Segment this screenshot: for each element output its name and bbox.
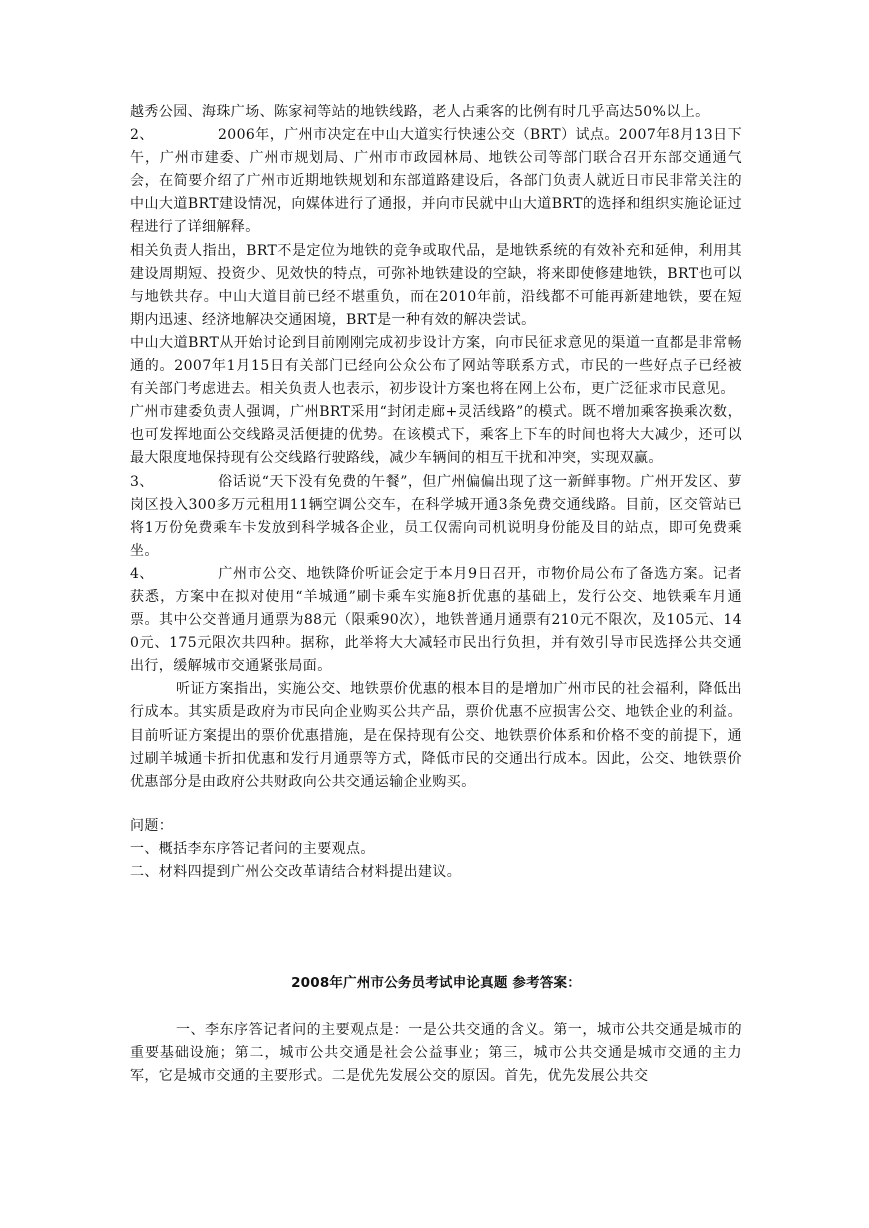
item-number: 4、 bbox=[130, 565, 154, 582]
material-paragraph-continuation: 越秀公园、海珠广场、陈家祠等站的地铁线路，老人占乘客的比例有时几乎高达50%以上。 bbox=[130, 104, 710, 120]
item-text: 俗话说“天下没有免费的午餐”，但广州偏偏出现了这一新鲜事物。广州开发区、萝岗区投入300多万元租用11辆空调公交车，在科学城开通3条免费交通线路。目前，区交管站已将1万份免费乘车卡发放到科学城各企业，员工仅需向司机说明身份能及目的站点，即可免费乘坐。 bbox=[130, 473, 742, 559]
question-2: 二、材料四提到广州公交改革请结合材料提出建议。 bbox=[130, 864, 462, 880]
item-number: 3、 bbox=[130, 473, 154, 490]
questions-heading: 问题： bbox=[130, 817, 174, 834]
material-paragraph: 中山大道BRT从开始讨论到目前刚刚完成初步设计方案，向市民征求意见的渠道一直都是非常畅通的。2007年1月15日有关部门已经向公众公布了网站等联系方式，市民的一些好点子已经被有关部门考虑进去。相关负责人也表示，初步设计方案也将在网上公布，更广泛征求市民意见。 bbox=[130, 334, 742, 398]
spacer bbox=[130, 995, 742, 1019]
material-paragraph: 相关负责人指出，BRT不是定位为地铁的竞争或取代品，是地铁系统的有效补充和延伸，利用其建设周期短、投资少、见效快的特点，可弥补地铁建设的空缺，将来即使修建地铁，BRT也可以与地铁共存。中山大道目前已经不堪重负，而在2010年前，沿线都不可能再新建地铁，要在短期内迅速、经济地解决交通困境，BRT是一种有效的解决尝试。 bbox=[130, 242, 742, 328]
material-item-2 bbox=[130, 124, 742, 239]
material-item-4 bbox=[130, 563, 742, 678]
item-text: 2006年，广州市决定在中山大道实行快速公交（BRT）试点。2007年8月13日下午，广州市建委、广州市规划局、广州市市政园林局、地铁公司等部门联合召开东部交通通气会，在简要介绍了广州市近期地铁规划和东部道路建设后，各部门负责人就近日市民非常关注的中山大道BRT建设情况，向媒体进行了通报，并向市民就中山大道BRT的选择和组织实施论证过程进行了详细解释。 bbox=[130, 127, 742, 236]
document-body bbox=[130, 101, 742, 1088]
item-number: 2、 bbox=[130, 127, 154, 144]
material-item-3 bbox=[130, 471, 742, 563]
material-paragraph: 广州市建委负责人强调，广州BRT采用“封闭走廊+灵活线路”的模式。既不增加乘客换乘次数，也可发挥地面公交线路灵活便捷的优势。在该模式下，乘客上下车的时间也将大大减少，还可以最大限度地保持现有公交线路行驶路线，减少车辆间的相互干扰和冲突，实现双赢。 bbox=[130, 404, 742, 467]
item-text: 广州市公交、地铁降价听证会定于本月9日召开，市物价局公布了备选方案。记者获悉，方案中在拟对使用“羊城通”刷卡乘车实施8折优惠的基础上，发行公交、地铁乘车月通票。其中公交普通月通票为88元（限乘90次），地铁普通月通票有210元不限次，及105元、140元、175元限次共四种。据称，此举将大大减轻市民出行负担，并有效引导市民选择公共交通出行，缓解城市交通紧张局面。 bbox=[130, 565, 742, 675]
question-1: 一、概括李东序答记者问的主要观点。 bbox=[130, 840, 375, 857]
spacer bbox=[130, 884, 742, 972]
material-paragraph: 听证方案指出，实施公交、地铁票价优惠的根本目的是增加广州市民的社会福利，降低出行成本。其实质是政府为市民向企业购买公共产品，票价优惠不应损害公交、地铁企业的利益。目前听证方案提出的票价优惠措施，是在保持现有公交、地铁票价体系和价格不变的前提下，通过刷羊城通卡折扣优惠和发行月通票等方式，降低市民的交通出行成本。因此，公交、地铁票价优惠部分是由政府公共财政向公共交通运输企业购买。 bbox=[130, 681, 742, 790]
spacer bbox=[130, 794, 742, 815]
answer-paragraph: 一、李东序答记者问的主要观点是：一是公共交通的含义。第一，城市公共交通是城市的重要基础设施；第二，城市公共交通是社会公益事业；第三，城市公共交通是城市交通的主力军，它是城市交通的主要形式。二是优先发展公交的原因。首先，优先发展公共交 bbox=[130, 1022, 742, 1085]
answer-title: 2008年广州市公务员考试申论真题 参考答案： bbox=[291, 975, 581, 992]
